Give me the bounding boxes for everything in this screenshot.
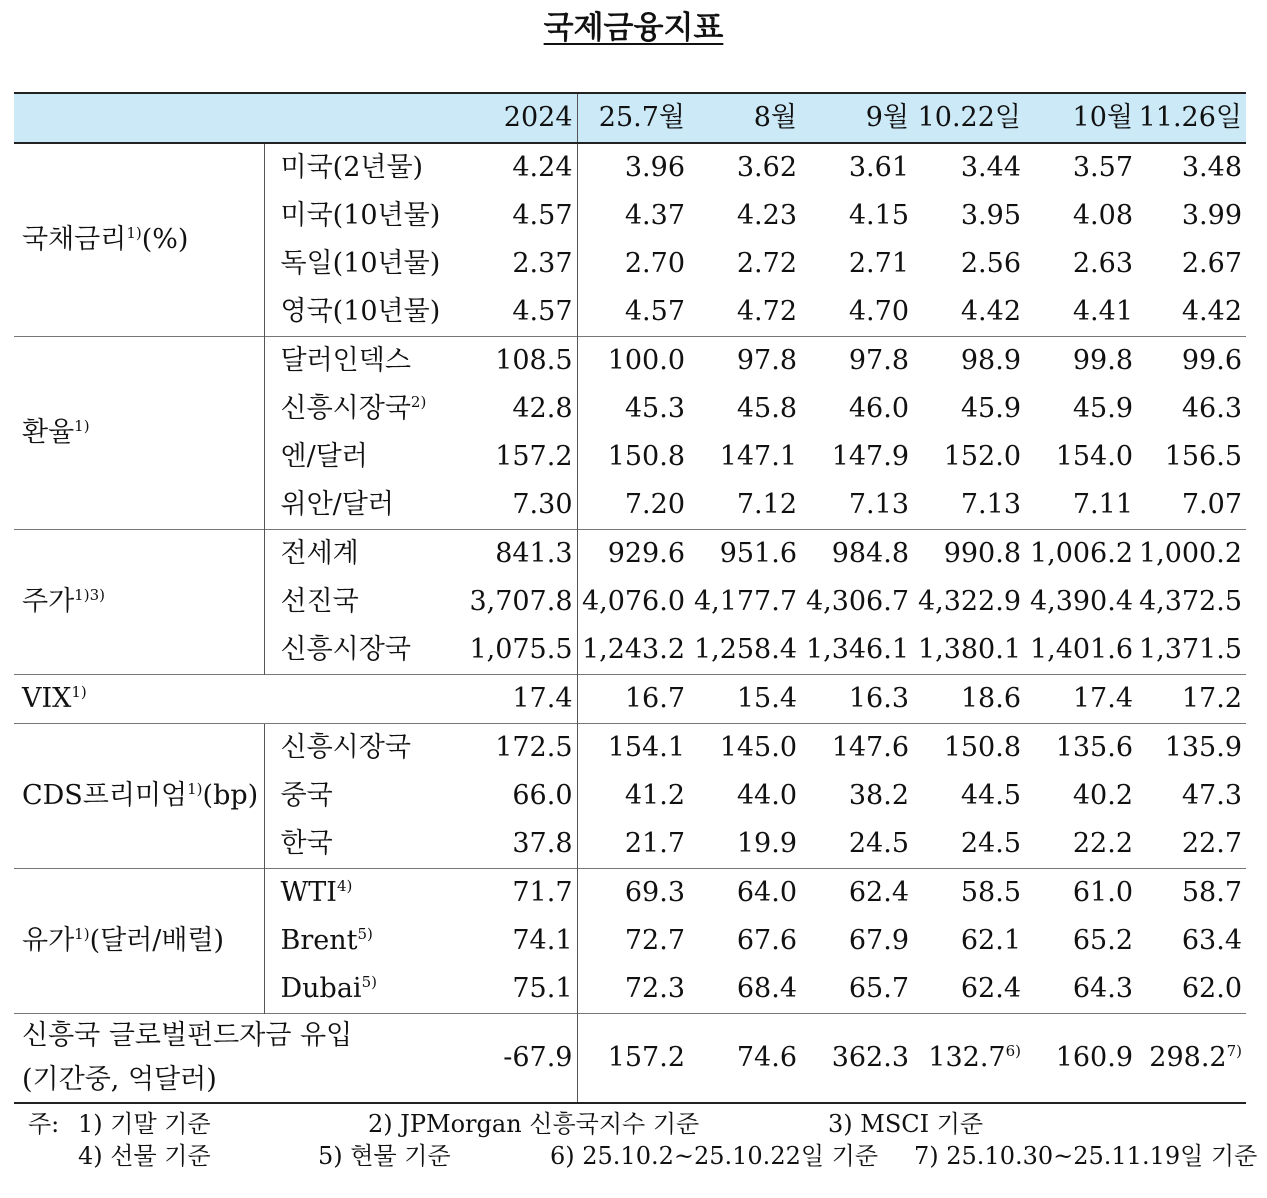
value-cell: 4.15 [848, 200, 909, 231]
value-cell: 47.3 [1181, 780, 1242, 811]
value-cell: 67.6 [736, 925, 797, 956]
value-cell: 65.7 [848, 973, 909, 1004]
value-cell: 21.7 [577, 820, 689, 869]
category-label: VIX [22, 683, 72, 714]
value-cell: 2.67 [1181, 248, 1242, 279]
footnote-3: 3) MSCI 기준 [828, 1110, 984, 1138]
fund-flow-value: 160.9 [1055, 1042, 1133, 1073]
value-cell: 97.8 [801, 337, 913, 386]
value-cell: 7.11 [1072, 489, 1133, 520]
value-cell: 99.8 [1025, 337, 1137, 386]
value-cell: 2.63 [1072, 248, 1133, 279]
value-cell: 72.7 [577, 917, 689, 965]
category-footnote-mark: 1)3) [74, 586, 105, 604]
row-label: 독일(10년물) [280, 248, 441, 279]
value-cell: 1,258.4 [693, 634, 797, 665]
value-cell: 1,075.5 [469, 634, 573, 665]
value-cell: 65.2 [1072, 925, 1133, 956]
value-cell: 15.4 [689, 675, 801, 724]
value-cell: 58.5 [913, 869, 1025, 918]
value-cell: 19.9 [736, 828, 797, 859]
indicator-table [14, 92, 1246, 1104]
value-cell: 4.08 [1072, 200, 1133, 231]
column-header: 2024 [460, 93, 577, 143]
row-label-cell [264, 820, 460, 869]
fund-flow-value: 298.2 [1149, 1042, 1227, 1073]
value-cell: 37.8 [512, 828, 573, 859]
value-cell: 1,000.2 [1137, 530, 1246, 579]
category-footnote-mark: 1) [74, 417, 90, 435]
value-cell: 75.1 [512, 973, 573, 1004]
row-label: 영국(10년물) [280, 296, 441, 327]
fund-flow-value-cell [1137, 1014, 1246, 1104]
value-cell: 2.37 [512, 248, 573, 279]
column-header: 10.22일 [913, 93, 1025, 143]
fund-flow-value-cell [689, 1014, 801, 1104]
value-cell: 150.8 [913, 724, 1025, 773]
value-cell: 841.3 [460, 530, 577, 579]
value-cell: 4.57 [512, 296, 573, 327]
value-cell: 172.5 [460, 724, 577, 773]
value-cell: 3.96 [577, 143, 689, 192]
row-label-cell [264, 240, 460, 288]
value-cell: 7.07 [1181, 489, 1242, 520]
value-cell: 3.99 [1181, 200, 1242, 231]
column-header: 11.26일 [1137, 93, 1246, 143]
value-cell: 99.6 [1137, 337, 1246, 386]
value-cell: 4.57 [577, 288, 689, 337]
value-cell: 4.70 [848, 296, 909, 327]
value-cell: 1,401.6 [1029, 634, 1133, 665]
value-cell: 147.6 [801, 724, 913, 773]
value-cell: 3.44 [913, 143, 1025, 192]
row-label-cell [264, 337, 460, 386]
value-cell: 135.6 [1025, 724, 1137, 773]
table-row [14, 869, 1246, 918]
row-label: 전세계 [280, 538, 359, 569]
table-row [14, 143, 1246, 192]
row-label: 신흥시장국 [280, 634, 411, 665]
footnote-1: 1) 기말 기준 [78, 1110, 211, 1138]
fund-flow-footnote-mark: 7) [1226, 1042, 1242, 1060]
fund-flow-value-cell [913, 1014, 1025, 1104]
value-cell: 97.8 [689, 337, 801, 386]
row-label: Dubai [280, 973, 362, 1004]
row-label-cell [264, 917, 460, 965]
fund-flow-value: 74.6 [736, 1042, 797, 1073]
category-footnote-mark: 1) [126, 224, 142, 242]
value-cell: 2.71 [848, 248, 909, 279]
value-cell: 7.20 [577, 481, 689, 530]
value-cell: 4,390.4 [1029, 586, 1133, 617]
value-cell: 1,243.2 [577, 626, 689, 675]
category-footnote-mark: 1) [71, 683, 87, 701]
value-cell: 45.8 [736, 393, 797, 424]
category-label: 유가 [22, 925, 75, 956]
value-cell: 17.4 [460, 675, 577, 724]
row-label: 중국 [280, 780, 333, 811]
value-cell: 4.24 [460, 143, 577, 192]
value-cell: 7.13 [848, 489, 909, 520]
row-label-cell [264, 433, 460, 481]
value-cell: 63.4 [1181, 925, 1242, 956]
row-label: 엔/달러 [280, 441, 368, 472]
value-cell: 3,707.8 [469, 586, 573, 617]
fund-flow-value-cell [1025, 1014, 1137, 1104]
category-label: 환율 [22, 417, 75, 448]
row-label: 미국(2년물) [280, 152, 424, 183]
row-label-cell [264, 385, 460, 433]
value-cell: 3.57 [1025, 143, 1137, 192]
value-cell: 145.0 [689, 724, 801, 773]
row-label-cell [264, 530, 460, 579]
value-cell: 1,006.2 [1025, 530, 1137, 579]
value-cell: 66.0 [512, 780, 573, 811]
row-label: Brent [280, 925, 358, 956]
fund-flow-value-cell [460, 1014, 577, 1104]
row-label-cell [264, 772, 460, 820]
row-label: 위안/달러 [280, 489, 394, 520]
value-cell: 72.3 [577, 965, 689, 1014]
value-cell: 4.57 [512, 200, 573, 231]
fund-flow-value-cell [577, 1014, 689, 1104]
value-cell: 17.2 [1137, 675, 1246, 724]
fund-flow-value: 132.7 [928, 1042, 1006, 1073]
value-cell: 929.6 [577, 530, 689, 579]
value-cell: 3.48 [1137, 143, 1246, 192]
value-cell: 17.4 [1025, 675, 1137, 724]
value-cell: 951.6 [689, 530, 801, 579]
row-label-cell [264, 481, 460, 530]
value-cell: 135.9 [1137, 724, 1246, 773]
value-cell: 45.3 [577, 385, 689, 433]
value-cell: 98.9 [913, 337, 1025, 386]
value-cell: 46.3 [1181, 393, 1242, 424]
value-cell: 41.2 [577, 772, 689, 820]
value-cell: 18.6 [913, 675, 1025, 724]
row-label: 미국(10년물) [280, 200, 441, 231]
value-cell: 2.56 [960, 248, 1021, 279]
table-row [14, 337, 1246, 386]
footnote-4: 4) 선물 기준 [78, 1142, 211, 1170]
value-cell: 108.5 [460, 337, 577, 386]
value-cell: 990.8 [913, 530, 1025, 579]
value-cell: 40.2 [1072, 780, 1133, 811]
row-label: WTI [280, 877, 337, 908]
fund-flow-value: 157.2 [607, 1042, 685, 1073]
footnote-2: 2) JPMorgan 신흥국지수 기준 [368, 1110, 700, 1138]
fund-flow-value: -67.9 [503, 1042, 573, 1073]
fund-flow-label-line1: 신흥국 글로벌펀드자금 유입 [22, 1020, 353, 1051]
value-cell: 3.95 [960, 200, 1021, 231]
column-header: 8월 [689, 93, 801, 143]
value-cell: 1,346.1 [805, 634, 909, 665]
category-footnote-mark: 1) [187, 780, 203, 798]
category-cell [14, 337, 264, 530]
value-cell: 157.2 [495, 441, 573, 472]
footnote-line-2 [28, 1140, 1257, 1172]
value-cell: 154.1 [577, 724, 689, 773]
row-label-cell [264, 869, 460, 918]
value-cell: 58.7 [1137, 869, 1246, 918]
row-footnote-mark: 5) [357, 925, 373, 943]
value-cell: 68.4 [736, 973, 797, 1004]
value-cell: 2.70 [577, 240, 689, 288]
value-cell: 62.4 [801, 869, 913, 918]
row-label: 한국 [280, 828, 333, 859]
value-cell: 100.0 [577, 337, 689, 386]
row-label-cell [264, 578, 460, 626]
value-cell: 62.1 [960, 925, 1021, 956]
value-cell: 38.2 [848, 780, 909, 811]
value-cell: 3.62 [689, 143, 801, 192]
value-cell: 152.0 [943, 441, 1021, 472]
value-cell: 44.5 [960, 780, 1021, 811]
category-unit: (달러/배럴) [89, 925, 225, 956]
category-cell [14, 724, 264, 869]
value-cell: 69.3 [577, 869, 689, 918]
page-title: 국제금융지표 [543, 10, 724, 46]
value-cell: 154.0 [1055, 441, 1133, 472]
value-cell: 984.8 [801, 530, 913, 579]
value-cell: 42.8 [512, 393, 573, 424]
category-label: 국채금리 [22, 224, 127, 255]
value-cell: 44.0 [736, 780, 797, 811]
value-cell: 45.9 [1072, 393, 1133, 424]
row-label-cell [264, 965, 460, 1014]
value-cell: 4.72 [736, 296, 797, 327]
row-label-cell [264, 724, 460, 773]
value-cell: 64.3 [1072, 973, 1133, 1004]
category-cell [14, 530, 264, 675]
value-cell: 74.1 [512, 925, 573, 956]
value-cell: 147.9 [831, 441, 909, 472]
value-cell: 156.5 [1164, 441, 1242, 472]
category-label: 주가 [22, 586, 75, 617]
fund-flow-footnote-mark: 6) [1005, 1042, 1021, 1060]
row-label: 신흥시장국 [280, 393, 411, 424]
value-cell: 7.13 [960, 489, 1021, 520]
value-cell: 22.2 [1072, 828, 1133, 859]
value-cell: 16.3 [801, 675, 913, 724]
value-cell: 16.7 [577, 675, 689, 724]
row-label: 달러인덱스 [280, 345, 411, 376]
value-cell: 4.41 [1072, 296, 1133, 327]
table-row [14, 675, 1246, 724]
category-cell [14, 675, 460, 724]
category-unit: (bp) [202, 780, 259, 811]
value-cell: 3.61 [801, 143, 913, 192]
value-cell: 62.0 [1181, 973, 1242, 1004]
value-cell: 2.72 [736, 248, 797, 279]
category-cell [14, 143, 264, 337]
row-label: 선진국 [280, 586, 359, 617]
value-cell: 4,306.7 [805, 586, 909, 617]
value-cell: 4.42 [960, 296, 1021, 327]
category-unit: (%) [141, 224, 189, 255]
row-footnote-mark: 2) [410, 393, 427, 411]
header-blank [14, 93, 460, 143]
value-cell: 4.42 [1181, 296, 1242, 327]
table-row [14, 530, 1246, 579]
value-cell: 4.23 [736, 200, 797, 231]
value-cell: 4,177.7 [693, 586, 797, 617]
value-cell: 4,372.5 [1138, 586, 1242, 617]
row-label-cell [264, 192, 460, 240]
category-label: CDS프리미엄 [22, 780, 188, 811]
row-label: 신흥시장국 [280, 732, 411, 763]
value-cell: 46.0 [848, 393, 909, 424]
value-cell: 4,076.0 [577, 578, 689, 626]
value-cell: 1,371.5 [1138, 634, 1242, 665]
value-cell: 22.7 [1181, 828, 1242, 859]
value-cell: 147.1 [719, 441, 797, 472]
footnote-prefix: 주: [28, 1110, 60, 1138]
category-footnote-mark: 1) [74, 925, 90, 943]
footnote-7: 7) 25.10.30~25.11.19일 기준 [914, 1142, 1258, 1170]
row-label-cell [264, 626, 460, 675]
value-cell: 24.5 [848, 828, 909, 859]
value-cell: 45.9 [960, 393, 1021, 424]
row-label-cell [264, 288, 460, 337]
value-cell: 7.12 [736, 489, 797, 520]
category-cell [14, 869, 264, 1014]
fund-flow-value: 362.3 [831, 1042, 909, 1073]
column-header: 25.7월 [577, 93, 689, 143]
header-row [14, 93, 1246, 143]
column-header: 9월 [801, 93, 913, 143]
value-cell: 150.8 [577, 433, 689, 481]
value-cell: 67.9 [848, 925, 909, 956]
value-cell: 1,380.1 [917, 634, 1021, 665]
value-cell: 71.7 [460, 869, 577, 918]
row-label-cell [264, 143, 460, 192]
fund-flow-label-line2: (기간중, 억달러) [22, 1064, 217, 1095]
footnote-6: 6) 25.10.2~25.10.22일 기준 [550, 1142, 879, 1170]
fund-flow-label [14, 1014, 460, 1104]
value-cell: 64.0 [689, 869, 801, 918]
value-cell: 24.5 [960, 828, 1021, 859]
column-header: 10월 [1025, 93, 1137, 143]
row-footnote-mark: 4) [336, 877, 353, 895]
row-footnote-mark: 5) [361, 973, 377, 991]
value-cell: 4.37 [577, 192, 689, 240]
fund-flow-value-cell [801, 1014, 913, 1104]
footnotes [28, 1108, 1257, 1172]
fund-flow-row [14, 1014, 1246, 1104]
value-cell: 4,322.9 [917, 586, 1021, 617]
footnote-line-1 [28, 1108, 1257, 1140]
value-cell: 7.30 [512, 489, 573, 520]
table-row [14, 724, 1246, 773]
footnote-5: 5) 현물 기준 [318, 1142, 451, 1170]
value-cell: 61.0 [1025, 869, 1137, 918]
value-cell: 62.4 [960, 973, 1021, 1004]
